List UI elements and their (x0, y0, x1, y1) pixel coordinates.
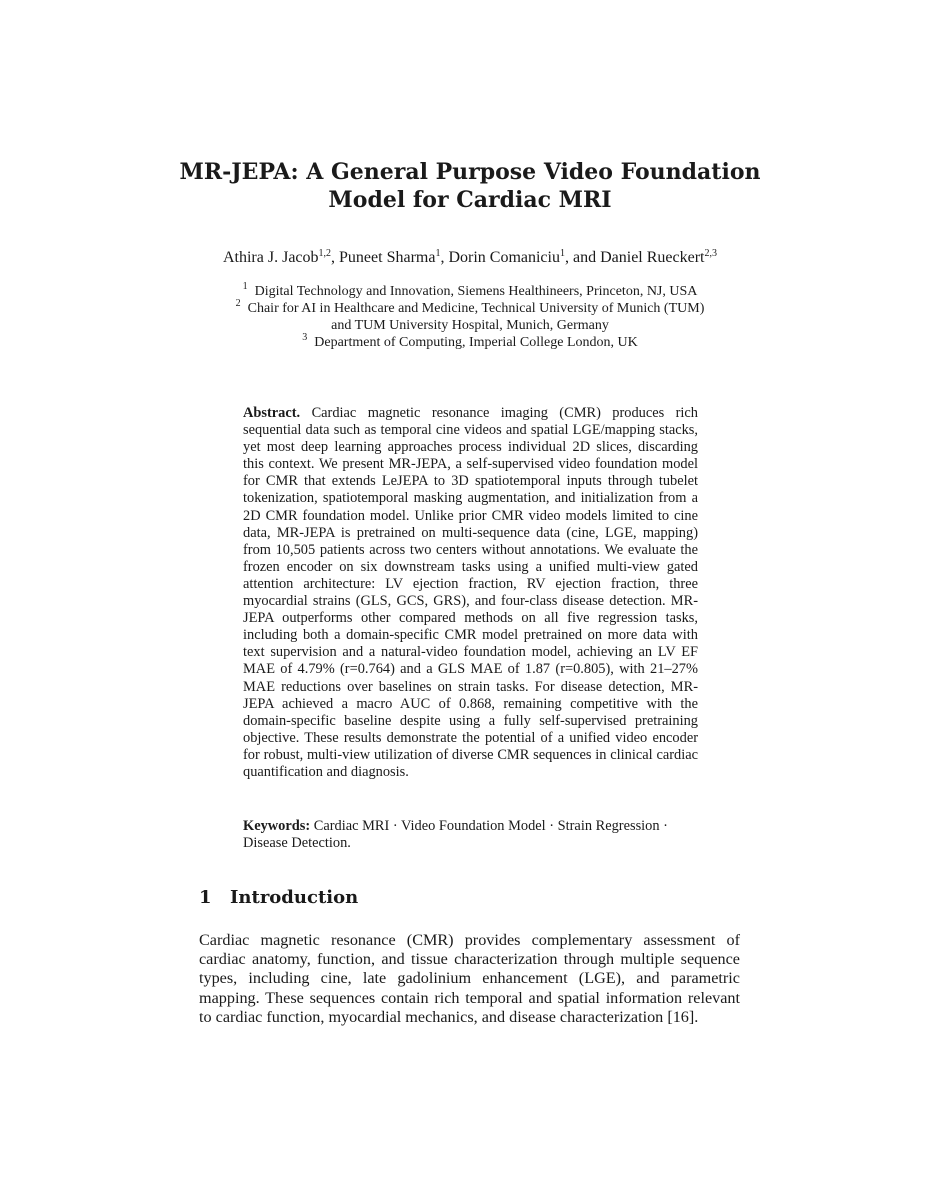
author-affiliation-mark: 1,2 (318, 248, 332, 259)
affiliation-continuation: and TUM University Hospital, Munich, Germany (331, 318, 609, 333)
author-affiliation-mark: 1 (435, 248, 441, 259)
author-separator: , and (564, 249, 601, 266)
affiliation-number: 2 (235, 298, 241, 309)
title-line-1: MR-JEPA: A General Purpose Video Foundation (179, 159, 761, 185)
section-heading (199, 886, 358, 910)
affiliation-text: Digital Technology and Innovation, Siemens Healthineers, Princeton, NJ, USA (254, 284, 698, 299)
affiliation-text: Department of Computing, Imperial College London, UK (314, 335, 638, 350)
author-name: Athira J. Jacob (222, 249, 319, 266)
section-title: Introduction (230, 887, 359, 908)
abstract-text: Cardiac magnetic resonance imaging (CMR) produces rich sequential data such as temporal cine videos and spatial LGE/mapping stacks, yet most deep learning approaches process individual 2D slices, discarding this context. We present MR-JEPA, a self-supervised video foundation model for CMR that extends LeJEPA to 3D spatiotemporal inputs through tubelet tokenization, spatiotemporal masking augmentation, and initialization from a 2D CMR foundation model. Unlike prior CMR video models limited to cine data, MR-JEPA is pretrained on multi-sequence data (cine, LGE, mapping) from 10,505 patients across two centers without annotations. We evaluate the frozen encoder on six downstream tasks using a unified multi-view gated attention architecture: LV ejection fraction, RV ejection fraction, three myocardial strains (GLS, GCS, GRS), and four-class disease detection. MR-JEPA outperforms other compared methods on all five regression tasks, including both a domain-specific CMR model pretrained on more data with text supervision and a natural-video foundation model, achieving an LV EF MAE of 4.79% (r=0.764) and a GLS MAE of 1.87 (r=0.805), with 21–27% MAE reductions over baselines on strain tasks. For disease detection, MR-JEPA achieved a macro AUC of 0.868, remaining competitive with the domain-specific baseline despite using a fully self-supervised pretraining objective. These results demonstrate the potential of a unified video encoder for robust, multi-view utilization of diverse CMR sequences in clinical cardiac quantification and diagnosis. (243, 405, 698, 780)
affiliation-number: 1 (242, 281, 248, 292)
author-name: Daniel Rueckert (600, 249, 705, 266)
affiliation-number: 3 (302, 332, 308, 343)
affiliation-item (150, 283, 790, 300)
author-separator: , (331, 249, 340, 266)
paper-title (150, 158, 790, 214)
title-line-2: Model for Cardiac MRI (328, 187, 612, 213)
affiliation-text: Chair for AI in Healthcare and Medicine, Technical University of Munich (TUM) (247, 301, 705, 316)
section-number: 1 (199, 887, 212, 908)
author-affiliation-mark: 1 (559, 248, 565, 259)
author-separator: , (440, 249, 449, 266)
author-list (130, 247, 810, 269)
author-affiliation-mark: 2,3 (704, 248, 717, 259)
keywords-text: Cardiac MRI · Video Foundation Model · Strain Regression · Disease Detection. (243, 818, 668, 852)
author-name: Dorin Comaniciu (448, 249, 560, 266)
abstract-label: Abstract. (243, 405, 301, 421)
affiliation-item (150, 334, 790, 351)
affiliation-list (150, 283, 790, 351)
keywords-label: Keywords: (243, 818, 311, 834)
author-name: Puneet Sharma (339, 249, 436, 266)
intro-paragraph: Cardiac magnetic resonance (CMR) provides complementary assessment of cardiac anatomy, function, and tissue characterization through multiple sequence types, including cine, late gadolinium enhancement (LGE), and parametric mapping. These sequences contain rich temporal and spatial information relevant to cardiac function, myocardial mechanics, and disease characterization [16]. (199, 931, 740, 1026)
affiliation-item (150, 300, 790, 317)
keywords (243, 818, 698, 852)
abstract (243, 405, 698, 781)
